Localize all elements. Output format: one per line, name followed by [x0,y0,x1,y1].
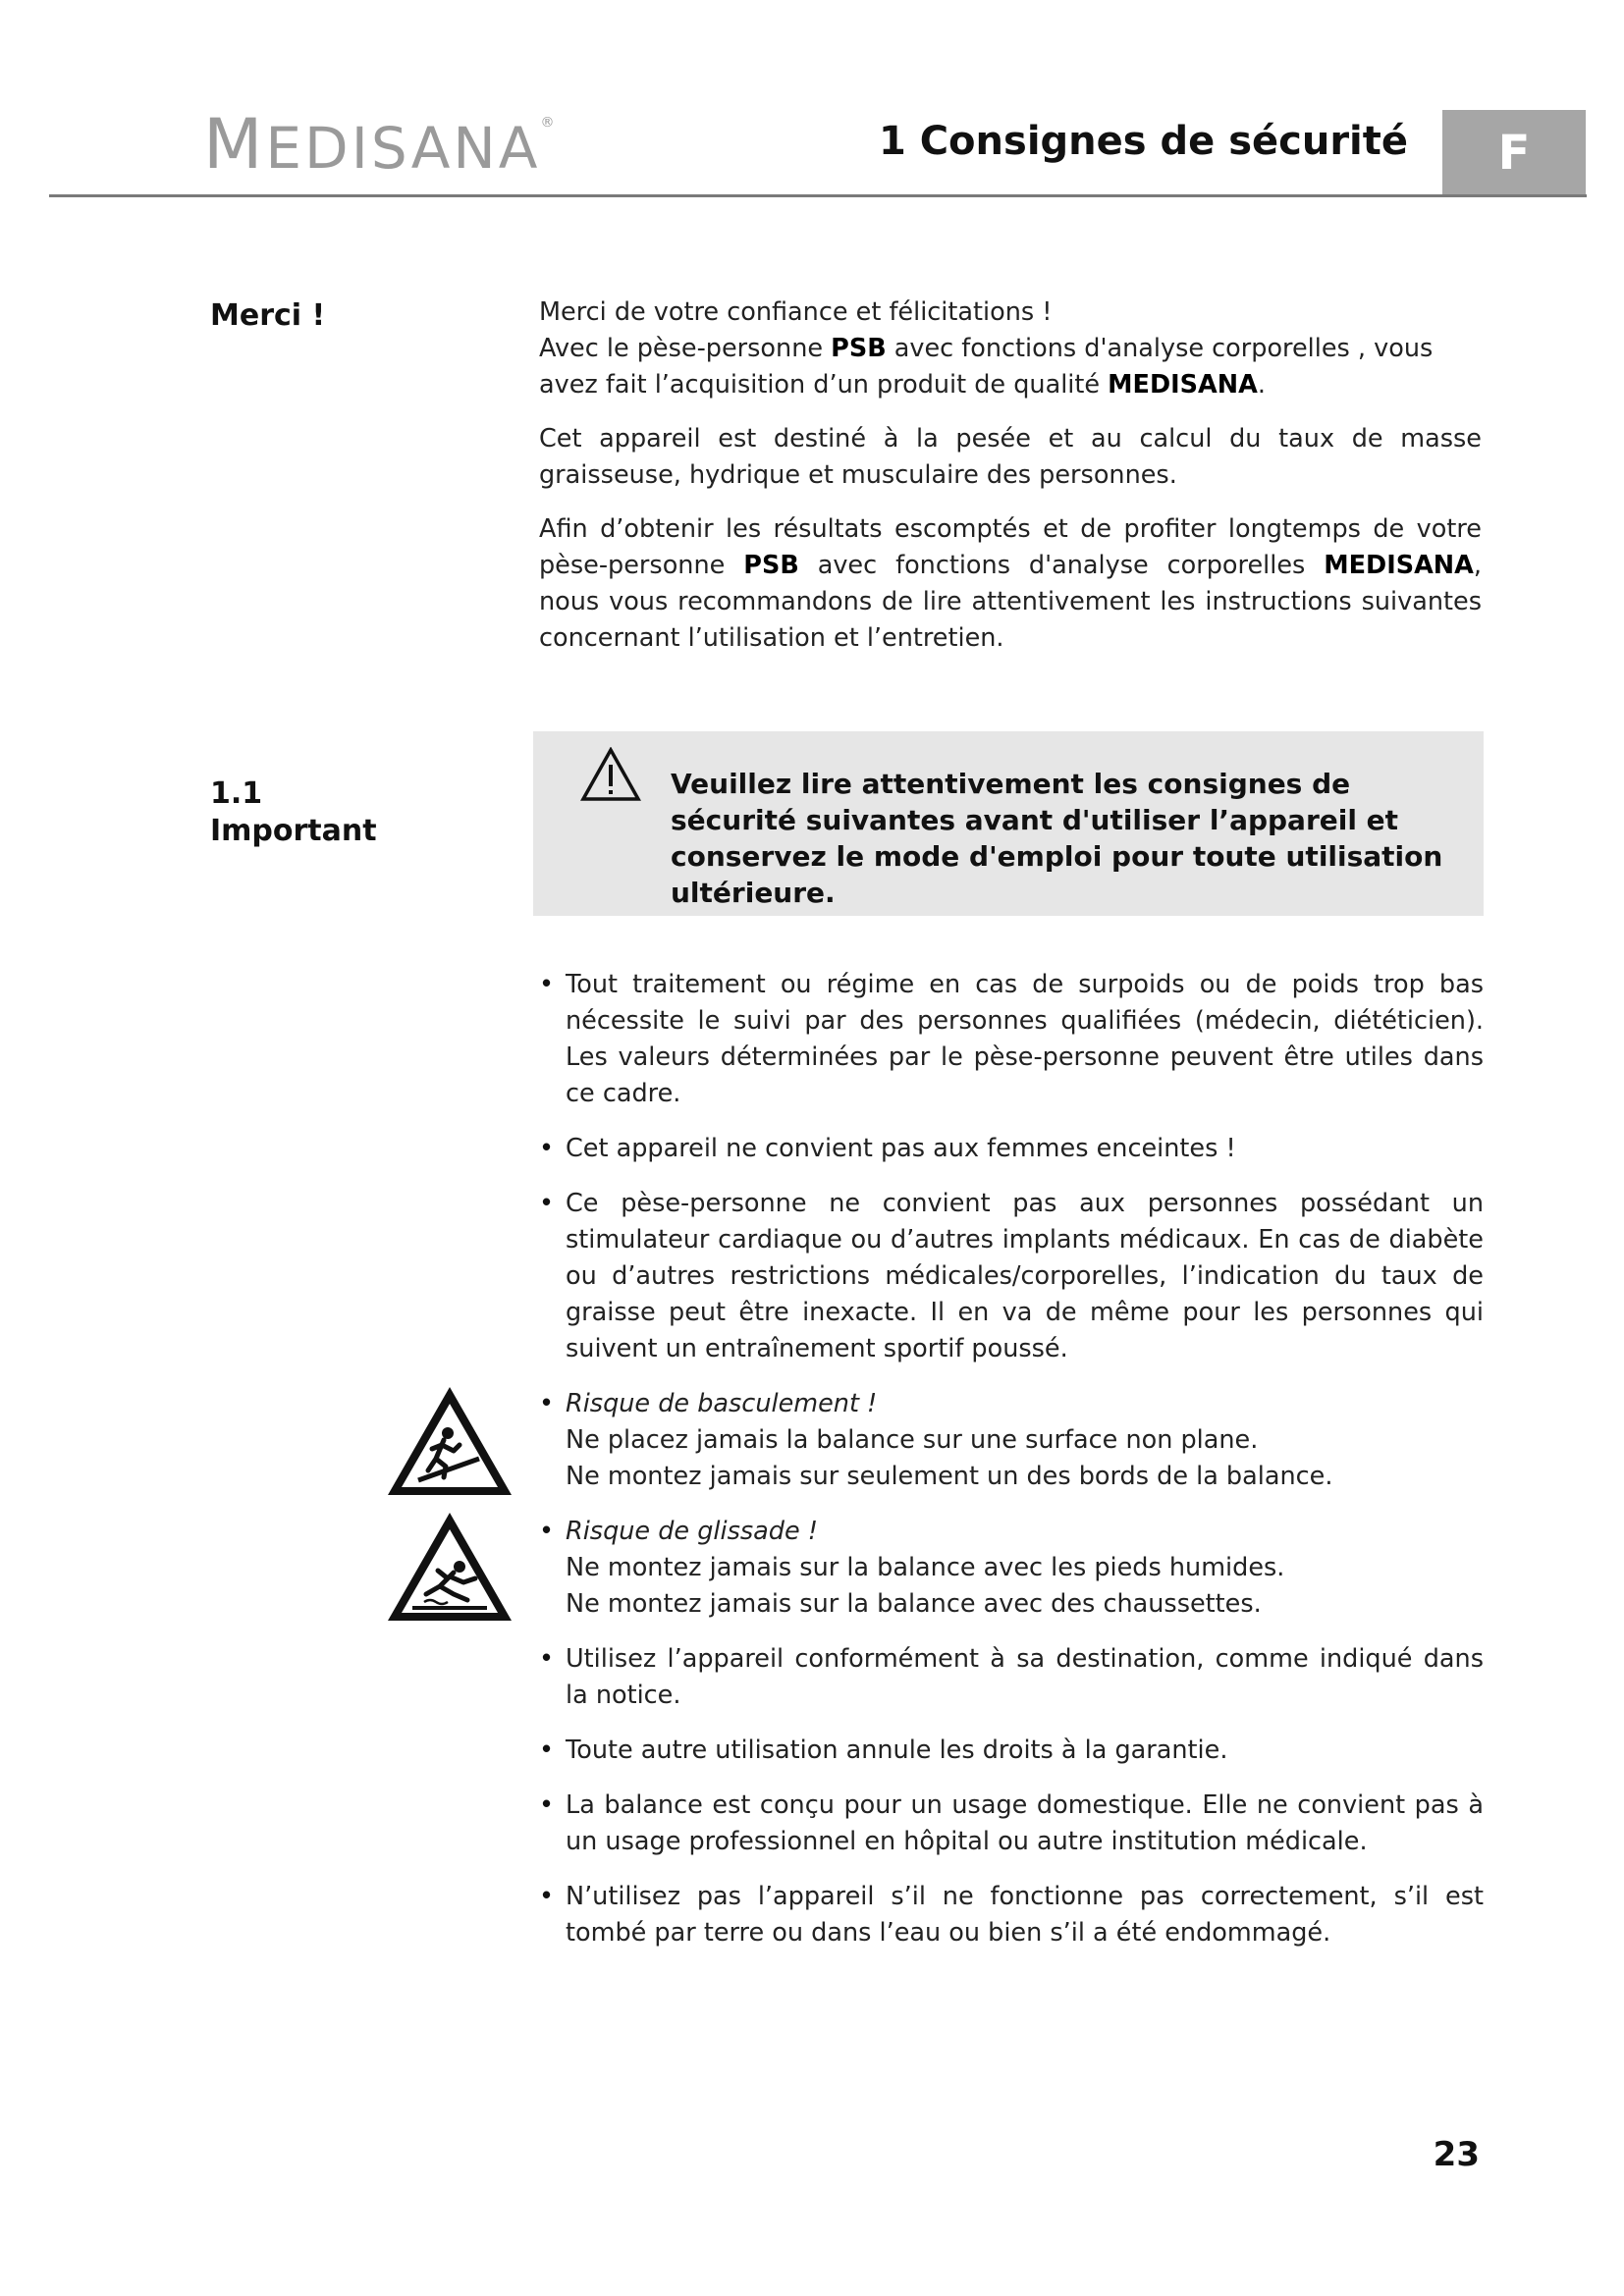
merci-line-1: Merci de votre confiance et félicitations ! [539,297,1053,327]
merci-p3-a: Afin d’obtenir les résultats escomptés et de profiter longtemps de votre pèse-personne [539,514,1482,580]
section-label-important [210,775,377,850]
language-tab: F [1442,110,1586,196]
merci-paragraph-2: Cet appareil est destiné à la pesée et au calcul du taux de masse graisseuse, hydrique et musculaire des personnes. [539,424,1482,490]
merci-p3-b: avec fonctions d'analyse corporelles [798,551,1325,580]
page-number: 23 [1433,2135,1480,2174]
warning-text: Veuillez lire attentivement les consignes de sécurité suivantes avant d'utiliser l’appareil et conservez le mode d'emploi pour toute utilisation ultérieure. [671,768,1443,909]
list-item: • Toute autre utilisation annule les droits à la garantie. [539,1733,1484,1769]
merci-p3-c: , nous vous recommandons de lire attentivement les instructions suivantes concernant l’utilisation et l’entretien. [539,551,1482,653]
list-item: • Tout traitement ou régime en cas de surpoids ou de poids trop bas nécessite le suivi par des personnes qualifiées (médecin, diététicien). Les valeurs déterminées par le pèse-personne peuvent être utiles dans ce cadre. [539,967,1484,1112]
section-number: 1.1 [210,776,263,811]
model-name: PSB [831,334,887,363]
list-item: • Utilisez l’appareil conformément à sa destination, comme indiqué dans la notice. [539,1641,1484,1714]
warning-box [533,731,1484,916]
logo-text: EDISANA [265,115,541,182]
safety-instructions-list [539,967,1484,1970]
section-label-merci: Merci ! [210,298,326,333]
list-item: • N’utilisez pas l’appareil s’il ne fonctionne pas correctement, s’il est tombé par terre ou dans l’eau ou bien s’il a été endommagé. [539,1879,1484,1951]
brand-name: MEDISANA [1108,370,1258,400]
logo-registered-mark: ® [540,115,558,131]
merci-text-a: Avec le pèse-personne [539,334,832,363]
tipping-hazard-icon [385,1384,514,1498]
merci-text [539,294,1482,674]
section-title: Important [210,814,377,848]
merci-text-b: avec fonctions d'analyse corporelles , vous avez fait l’acquisition d’un produit de qualité [539,334,1434,400]
merci-text-end: . [1257,370,1266,400]
list-item: • Ce pèse-personne ne convient pas aux personnes possédant un stimulateur cardiaque ou d’autres implants médicaux. En cas de diabète ou d’autres restrictions médicales/corporelles, l’indication du taux de graisse peut être inexacte. Il en va de même pour les personnes qui suivent un entraînement sportif poussé. [539,1186,1484,1367]
model-name-2: PSB [743,551,799,580]
list-item: • La balance est conçu pour un usage domestique. Elle ne convient pas à un usage professionnel en hôpital ou autre institution médicale. [539,1788,1484,1860]
slipping-heading: Risque de glissade ! [566,1517,818,1546]
logo-initial: M [203,104,266,185]
brand-logo [203,104,558,185]
slipping-hazard-icon [385,1510,514,1624]
chapter-title: 1 Consignes de sécurité [878,119,1408,164]
warning-triangle-icon [580,747,641,802]
tipping-heading: Risque de basculement ! [566,1389,878,1418]
list-item: • Cet appareil ne convient pas aux femmes enceintes ! [539,1131,1484,1167]
header-divider [49,194,1587,197]
merci-paragraph-3 [539,511,1482,657]
merci-paragraph-1 [539,294,1482,403]
list-item-tipping [539,1386,1484,1495]
tipping-line-1: Ne placez jamais la balance sur une surface non plane. [566,1425,1259,1455]
slipping-line-1: Ne montez jamais sur la balance avec les pieds humides. [566,1553,1285,1582]
tipping-line-2: Ne montez jamais sur seulement un des bords de la balance. [566,1462,1333,1491]
brand-name-2: MEDISANA [1324,551,1474,580]
slipping-line-2: Ne montez jamais sur la balance avec des chaussettes. [566,1589,1262,1619]
list-item-slipping [539,1514,1484,1623]
